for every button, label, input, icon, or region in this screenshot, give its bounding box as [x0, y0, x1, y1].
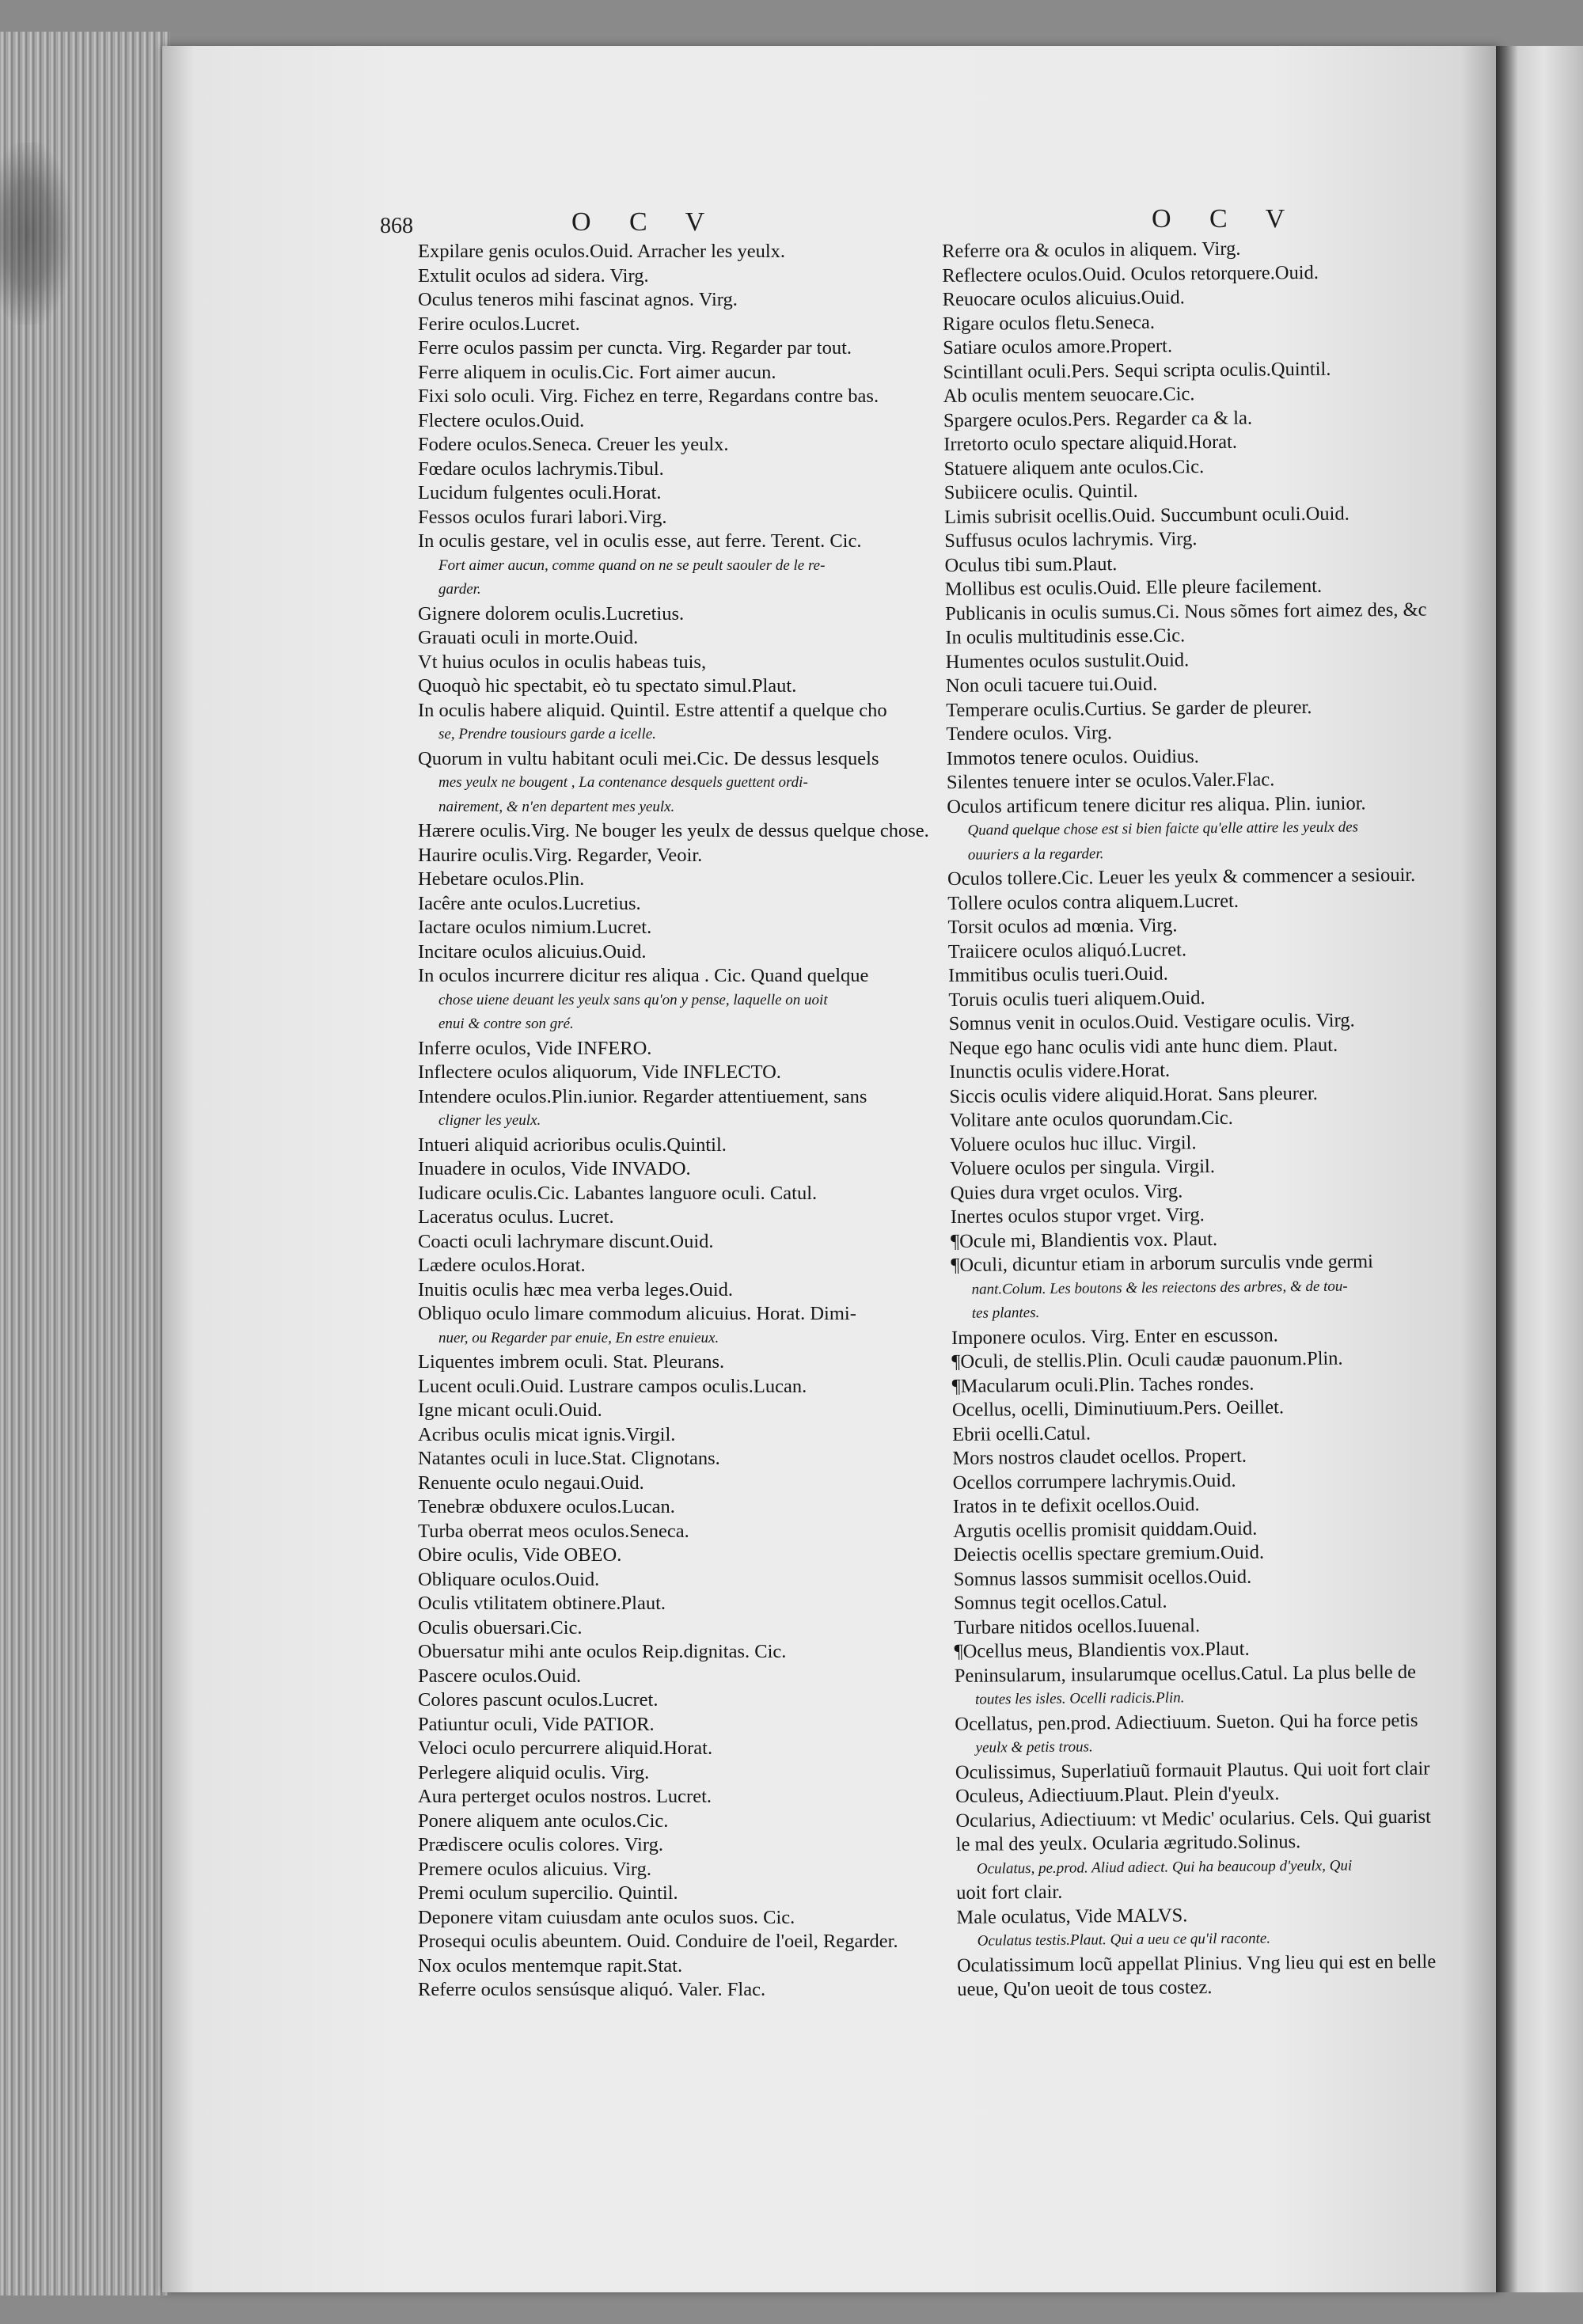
dictionary-line: Premi oculum supercilio. Quintil. — [418, 1882, 678, 1904]
dictionary-line: Iactare oculos nimium.Lucret. — [418, 917, 652, 938]
dictionary-line: Oculis vtilitatem obtinere.Plaut. — [418, 1593, 666, 1614]
dictionary-line: enui & contre son gré. — [438, 1016, 574, 1032]
dictionary-line: le mal des yeulx. Ocularia ægritudo.Solinus. — [955, 1831, 1301, 1855]
dictionary-line: Prosequi oculis abeuntem. Ouid. Conduire de l'oeil, Regarder. — [418, 1931, 898, 1952]
dictionary-line: Lædere oculos.Horat. — [418, 1255, 586, 1276]
dictionary-line: Inunctis oculis videre.Horat. — [949, 1059, 1171, 1083]
dictionary-line: ¶Ocellus meus, Blandientis vox.Plaut. — [954, 1638, 1250, 1662]
dictionary-line: Liquentes imbrem oculi. Stat. Pleurans. — [418, 1351, 725, 1373]
dictionary-line: Imponere oculos. Virg. Enter en escusson. — [951, 1323, 1278, 1349]
dictionary-line: Quand quelque chose est si bien faicte qu'elle attire les yeulx des — [967, 818, 1359, 839]
dictionary-line: Ponere aliquem ante oculos.Cic. — [418, 1809, 669, 1832]
dictionary-line: ¶Ocule mi, Blandientis vox. Plaut. — [950, 1228, 1218, 1252]
running-head-right: O C V — [1152, 204, 1301, 234]
dictionary-line: nairement, & n'en departent mes yeulx. — [438, 798, 675, 815]
dictionary-line: Statuere aliquem ante oculos.Cic. — [943, 455, 1205, 480]
dictionary-line: mes yeulx ne bougent , La contenance desquels guettent ordi- — [438, 774, 808, 791]
dictionary-line: Suffusus oculos lachrymis. Virg. — [944, 528, 1198, 552]
dictionary-line: Oculatissimum locũ appellat Plinius. Vng lieu qui est en belle — [956, 1950, 1437, 1977]
dictionary-line: Referre ora & oculos in aliquem. Virg. — [942, 237, 1241, 262]
dictionary-line: Ocularius, Adiectiuum: vt Medic' ocularius. Cels. Qui guarist — [955, 1806, 1432, 1832]
dictionary-line: Oculus teneros mihi fascinat agnos. Virg. — [418, 289, 738, 310]
dictionary-line: Lucent oculi.Ouid. Lustrare campos oculis.Lucan. — [418, 1375, 807, 1397]
dictionary-line: ¶Oculi, dicuntur etiam in arborum surculis vnde germi — [951, 1251, 1374, 1276]
dictionary-line: Silentes tenuere inter se oculos.Valer.Flac. — [946, 769, 1275, 793]
dictionary-line: Tendere oculos. Virg. — [946, 722, 1113, 745]
dictionary-line: nuer, ou Regarder par enuie, En estre enuieux. — [438, 1329, 719, 1346]
dictionary-line: Volitare ante oculos quorundam.Cic. — [949, 1107, 1233, 1131]
dictionary-line: Argutis ocellis promisit quiddam.Ouid. — [953, 1517, 1258, 1542]
dictionary-line: ouuriers a la regarder. — [967, 845, 1104, 864]
dictionary-line: Haurire oculis.Virg. Regarder, Veoir. — [418, 844, 703, 866]
dictionary-line: Limis subrisit ocellis.Ouid. Succumbunt oculi.Ouid. — [943, 503, 1350, 528]
dictionary-line: Deiectis ocellis spectare gremium.Ouid. — [953, 1541, 1265, 1566]
dictionary-line: In oculis multitudinis esse.Cic. — [945, 625, 1186, 648]
dictionary-line: In oculos incurrere dicitur res aliqua . Cic. Quand quelque — [418, 965, 869, 986]
dictionary-line: Reflectere oculos.Ouid. Oculos retorquere.Ouid. — [942, 261, 1319, 287]
dictionary-line: Inflectere oculos aliquorum, Vide INFLECTO. — [418, 1061, 781, 1083]
dictionary-line: Peninsularum, insularumque ocellus.Catul. La plus belle de — [954, 1661, 1417, 1687]
dictionary-line: toutes les isles. Ocelli radicis.Plin. — [975, 1689, 1185, 1708]
dictionary-line: Torsit oculos ad mœnia. Virg. — [947, 914, 1178, 938]
dictionary-line: Voluere oculos per singula. Virgil. — [950, 1156, 1216, 1179]
dictionary-line: Obuersatur mihi ante oculos Reip.dignitas. Cic. — [418, 1641, 787, 1662]
dictionary-line: Inertes oculos stupor vrget. Virg. — [950, 1204, 1205, 1228]
dictionary-line: Perlegere aliquid oculis. Virg. — [418, 1761, 650, 1783]
dictionary-line: Colores pascunt oculos.Lucret. — [418, 1689, 659, 1711]
dictionary-line: Spargere oculos.Pers. Regarder ca & la. — [943, 407, 1253, 431]
dictionary-line: Extulit oculos ad sidera. Virg. — [418, 264, 649, 287]
dictionary-line: Temperare oculis.Curtius. Se garder de pleurer. — [946, 696, 1312, 721]
dictionary-line: Ferire oculos.Lucret. — [418, 313, 580, 335]
dictionary-line: Oculeus, Adiectiuum.Plaut. Plein d'yeulx. — [955, 1783, 1280, 1807]
dictionary-line: Satiare oculos amore.Propert. — [943, 335, 1173, 359]
dictionary-line: Natantes oculi in luce.Stat. Clignotans. — [418, 1448, 720, 1469]
dictionary-line: Referre oculos sensúsque aliquó. Valer. Flac. — [418, 1979, 766, 2000]
dictionary-line: Igne micant oculi.Ouid. — [418, 1399, 602, 1421]
dictionary-line: uoit fort clair. — [956, 1881, 1063, 1904]
dictionary-line: Publicanis in oculis sumus.Ci. Nous sõmes fort aimez des, &c — [945, 598, 1427, 625]
dictionary-line: Obliquo oculo limare commodum alicuius. Horat. Dimi- — [418, 1303, 856, 1324]
dictionary-line: Iratos in te defixit ocellos.Ouid. — [952, 1494, 1200, 1517]
dictionary-line: In oculis gestare, vel in oculis esse, aut ferre. Terent. Cic. — [418, 530, 862, 552]
dictionary-line: Oculus tibi sum.Plaut. — [944, 553, 1118, 576]
dictionary-line: Oculatus, pe.prod. Aliud adiect. Qui ha beaucoup d'yeulx, Qui — [976, 1857, 1353, 1878]
dictionary-line: Ferre aliquem in oculis.Cic. Fort aimer aucun. — [418, 361, 776, 383]
dictionary-line: Grauati oculi in morte.Ouid. — [418, 627, 639, 648]
dictionary-line: garder. — [438, 581, 481, 598]
dictionary-line: Quorum in vultu habitant oculi mei.Cic. De dessus lesquels — [418, 747, 879, 769]
dictionary-line: Quoquò hic spectabit, eò tu spectato simul.Plaut. — [418, 675, 797, 697]
dictionary-line: Oculatus testis.Plaut. Qui a ueu ce qu'il raconte. — [977, 1930, 1271, 1950]
dictionary-line: Mors nostros claudet ocellos. Propert. — [952, 1445, 1247, 1469]
dictionary-line: Neque ego hanc oculis vidi ante hunc diem. Plaut. — [948, 1034, 1338, 1059]
right-column — [942, 235, 1479, 2002]
dictionary-line: Oculos artificum tenere dicitur res aliqua. Plin. iunior. — [947, 792, 1366, 818]
dictionary-line: Ocellos corrumpere lachrymis.Ouid. — [952, 1469, 1236, 1494]
dictionary-line: Tollere oculos contra aliquem.Lucret. — [947, 890, 1239, 914]
dictionary-line: Immitibus oculis tueri.Ouid. — [947, 963, 1168, 986]
page-number: 868 — [380, 214, 413, 238]
dictionary-line: Fessos oculos furari labori.Virg. — [418, 506, 667, 528]
dictionary-line: Obliquare oculos.Ouid. — [418, 1568, 600, 1590]
dictionary-line: Veloci oculo percurrere aliquid.Horat. — [418, 1737, 713, 1759]
dictionary-line: Expilare genis oculos.Ouid. Arracher les yeulx. — [418, 241, 786, 262]
dictionary-line: Iacêre ante oculos.Lucretius. — [418, 892, 641, 914]
dictionary-line: Toruis oculis tueri aliquem.Ouid. — [948, 986, 1205, 1011]
dictionary-line: Inuadere in oculos, Vide INVADO. — [418, 1158, 691, 1179]
dictionary-line: Intueri aliquid acrioribus oculis.Quintil. — [418, 1134, 727, 1156]
dictionary-line: Ab oculis mentem seuocare.Cic. — [943, 383, 1195, 407]
dictionary-line: Fodere oculos.Seneca. Creuer les yeulx. — [418, 434, 729, 455]
dictionary-line: chose uiene deuant les yeulx sans qu'on y pense, laquelle on uoit — [438, 991, 828, 1008]
dictionary-line: Tenebræ obduxere oculos.Lucan. — [418, 1496, 675, 1517]
dictionary-line: Reuocare oculos alicuius.Ouid. — [942, 287, 1185, 310]
dictionary-line: tes plantes. — [971, 1304, 1040, 1322]
dictionary-line: Vt huius oculos in oculis habeas tuis, — [418, 651, 707, 673]
dictionary-line: Quies dura vrget oculos. Virg. — [950, 1179, 1183, 1204]
dictionary-line: Coacti oculi lachrymare discunt.Ouid. — [418, 1230, 714, 1252]
dictionary-line: Aura perterget oculos nostros. Lucret. — [418, 1786, 712, 1807]
dictionary-line: Non oculi tacuere tui.Ouid. — [945, 673, 1158, 697]
dictionary-line: Flectere oculos.Ouid. — [418, 409, 585, 431]
dictionary-line: Siccis oculis videre aliquid.Horat. Sans pleurer. — [949, 1082, 1318, 1107]
dictionary-line: Renuente oculo negaui.Ouid. — [418, 1471, 644, 1494]
dictionary-line: Gignere dolorem oculis.Lucretius. — [418, 602, 685, 625]
dictionary-line: Prædiscere oculis colores. Virg. — [418, 1834, 663, 1855]
running-head-left: O C V — [571, 207, 721, 237]
dictionary-line: Scintillant oculi.Pers. Sequi scripta oculis.Quintil. — [943, 358, 1331, 383]
dictionary-line: Pascere oculos.Ouid. — [418, 1665, 582, 1687]
dictionary-line: Intendere oculos.Plin.iunior. Regarder attentiuement, sans — [418, 1085, 867, 1107]
dictionary-line: Incitare oculos alicuius.Ouid. — [418, 940, 647, 963]
left-column — [418, 240, 940, 2003]
dictionary-line: Acribus oculis micat ignis.Virgil. — [418, 1423, 676, 1445]
dictionary-line: Deponere vitam cuiusdam ante oculos suos. Cic. — [418, 1906, 795, 1928]
dictionary-line: cligner les yeulx. — [438, 1112, 541, 1129]
dictionary-line: Ebrii ocelli.Catul. — [952, 1422, 1091, 1445]
dictionary-line: Mollibus est oculis.Ouid. Elle pleure facilement. — [944, 575, 1323, 600]
dictionary-line: Hærere oculis.Virg. Ne bouger les yeulx de dessus quelque chose. — [418, 820, 929, 841]
dictionary-line: Hebetare oculos.Plin. — [418, 868, 585, 890]
dictionary-line: Inuitis oculis hæc mea verba leges.Ouid. — [418, 1278, 734, 1301]
dictionary-line: Somnus venit in oculos.Ouid. Vestigare oculis. Virg. — [948, 1009, 1355, 1035]
dictionary-line: Fœdare oculos lachrymis.Tibul. — [418, 458, 664, 480]
dictionary-line: Nox oculos mentemque rapit.Stat. — [418, 1954, 683, 1977]
dictionary-line: Humentes oculos sustulit.Ouid. — [945, 648, 1190, 673]
dictionary-line: nant.Colum. Les boutons & les reiectons des arbres, & de tou- — [971, 1278, 1348, 1298]
dictionary-line: Premere oculos alicuius. Virg. — [418, 1858, 651, 1880]
dictionary-line: Irretorto oculo spectare aliquid.Horat. — [943, 431, 1238, 455]
dictionary-line: Iudicare oculis.Cic. Labantes languore oculi. Catul. — [418, 1182, 818, 1204]
dictionary-line: Turba oberrat meos oculos.Seneca. — [418, 1520, 689, 1542]
dictionary-line: Laceratus oculus. Lucret. — [418, 1206, 614, 1228]
dictionary-line: Oculissimus, Superlatiuũ formauit Plautus. Qui uoit fort clair — [955, 1757, 1430, 1783]
dictionary-line: Fort aimer aucun, comme quand on ne se peult saouler de le re- — [438, 556, 826, 574]
dictionary-line: ¶Macularum oculi.Plin. Taches rondes. — [951, 1373, 1255, 1397]
dictionary-line: Male oculatus, Vide MALVS. — [956, 1904, 1188, 1928]
dictionary-line: Patiuntur oculi, Vide PATIOR. — [418, 1713, 655, 1735]
dictionary-line: Fixi solo oculi. Virg. Fichez en terre, Regardans contre bas. — [418, 385, 879, 407]
dictionary-line: In oculis habere aliquid. Quintil. Estre attentif a quelque cho — [418, 699, 887, 721]
dictionary-line: Traiicere oculos aliquó.Lucret. — [947, 938, 1187, 963]
dictionary-line: Ferre oculos passim per cuncta. Virg. Regarder par tout. — [418, 337, 852, 359]
dictionary-line: se, Prendre tousiours garde a icelle. — [438, 726, 656, 742]
dictionary-line: ueue, Qu'on ueoit de tous costez. — [957, 1977, 1213, 2000]
dictionary-line: Ocellus, ocelli, Diminutiuum.Pers. Oeillet. — [951, 1396, 1285, 1421]
dictionary-line: ¶Oculi, de stellis.Plin. Oculi caudæ pauonum.Plin. — [951, 1347, 1343, 1373]
dictionary-line: Subiicere oculis. Quintil. — [943, 480, 1138, 503]
dictionary-line: Inferre oculos, Vide INFERO. — [418, 1037, 652, 1059]
dictionary-line: Obire oculis, Vide OBEO. — [418, 1544, 622, 1566]
dictionary-line: yeulx & petis trous. — [975, 1738, 1093, 1756]
dictionary-line: Somnus lassos summisit ocellos.Ouid. — [953, 1566, 1252, 1590]
dictionary-line: Voluere oculos huc illuc. Virgil. — [949, 1131, 1197, 1156]
dictionary-line: Somnus tegit ocellos.Catul. — [953, 1590, 1167, 1614]
dictionary-line: Oculos tollere.Cic. Leuer les yeulx & commencer a sesiouir. — [947, 864, 1416, 890]
dictionary-line: Rigare oculos fletu.Seneca. — [942, 311, 1156, 335]
dictionary-line: Turbare nitidos ocellos.Iuuenal. — [954, 1614, 1201, 1639]
dictionary-line: Lucidum fulgentes oculi.Horat. — [418, 482, 662, 503]
dictionary-line: Ocellatus, pen.prod. Adiectiuum. Sueton. Qui ha force petis — [955, 1709, 1418, 1735]
dictionary-line: Immotos tenere oculos. Ouidius. — [946, 745, 1199, 769]
dictionary-line: Oculis obuersari.Cic. — [418, 1616, 583, 1639]
